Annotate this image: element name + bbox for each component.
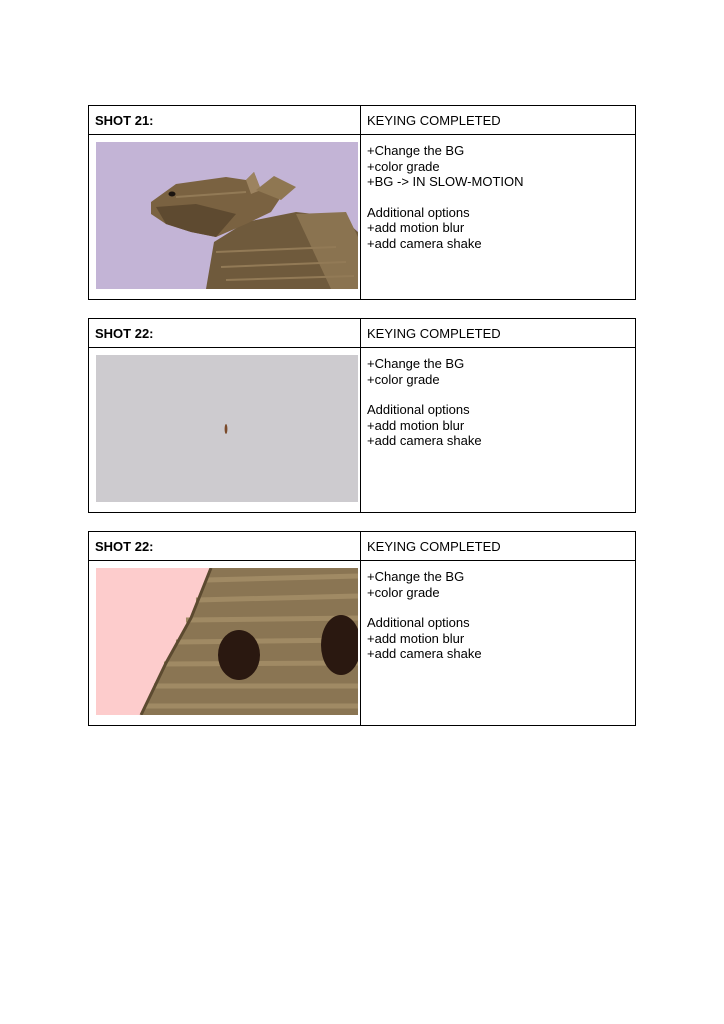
note-line: +Change the BG bbox=[367, 356, 465, 371]
shot-header-row bbox=[89, 106, 635, 135]
shot-title: SHOT 22: bbox=[95, 539, 154, 554]
note-line: +color grade bbox=[367, 584, 440, 600]
shot-notes bbox=[367, 143, 524, 251]
additional-line: +add camera shake bbox=[367, 235, 482, 251]
shot-body-row bbox=[89, 561, 635, 725]
shot-notes bbox=[367, 356, 482, 449]
additional-heading: Additional options bbox=[367, 615, 470, 630]
notes-cell bbox=[361, 561, 635, 725]
creature-head-thumbnail bbox=[96, 142, 358, 289]
shot-table-1 bbox=[88, 105, 636, 300]
shot-body-row bbox=[89, 135, 635, 299]
shot-table-3 bbox=[88, 531, 636, 726]
additional-line: +add camera shake bbox=[367, 646, 482, 661]
note-line: +color grade bbox=[367, 371, 440, 387]
shot-header-row bbox=[89, 319, 635, 348]
shot-title-cell bbox=[89, 106, 361, 134]
additional-heading: Additional options bbox=[367, 402, 470, 417]
notes-cell bbox=[361, 348, 635, 512]
shot-status-cell bbox=[361, 319, 635, 347]
shot-title-cell bbox=[89, 532, 361, 560]
additional-heading: Additional options bbox=[367, 204, 470, 220]
shot-title-cell bbox=[89, 319, 361, 347]
note-line: +color grade bbox=[367, 158, 440, 174]
shot-table-2 bbox=[88, 318, 636, 513]
creature-closeup-thumbnail bbox=[96, 568, 358, 715]
additional-line: +add motion blur bbox=[367, 630, 465, 646]
additional-line: +add camera shake bbox=[367, 433, 482, 448]
note-line: +BG -> IN SLOW-MOTION bbox=[367, 174, 524, 189]
additional-line: +add motion blur bbox=[367, 417, 465, 433]
shot-header-row bbox=[89, 532, 635, 561]
shot-status: KEYING COMPLETED bbox=[367, 326, 501, 341]
thumbnail-cell bbox=[89, 135, 361, 299]
thumbnail-cell bbox=[89, 561, 361, 725]
note-line: +Change the BG bbox=[367, 569, 465, 584]
note-line: +Change the BG bbox=[367, 143, 465, 158]
shot-title: SHOT 21: bbox=[95, 113, 154, 128]
notes-cell bbox=[361, 135, 635, 299]
shot-body-row bbox=[89, 348, 635, 512]
additional-line: +add motion blur bbox=[367, 220, 465, 235]
grey-plate-thumbnail bbox=[96, 355, 358, 502]
shot-status: KEYING COMPLETED bbox=[367, 113, 501, 128]
shot-title: SHOT 22: bbox=[95, 326, 154, 341]
shot-status: KEYING COMPLETED bbox=[367, 539, 501, 554]
shot-notes bbox=[367, 569, 482, 662]
shot-status-cell bbox=[361, 106, 635, 134]
thumbnail-cell bbox=[89, 348, 361, 512]
shot-status-cell bbox=[361, 532, 635, 560]
